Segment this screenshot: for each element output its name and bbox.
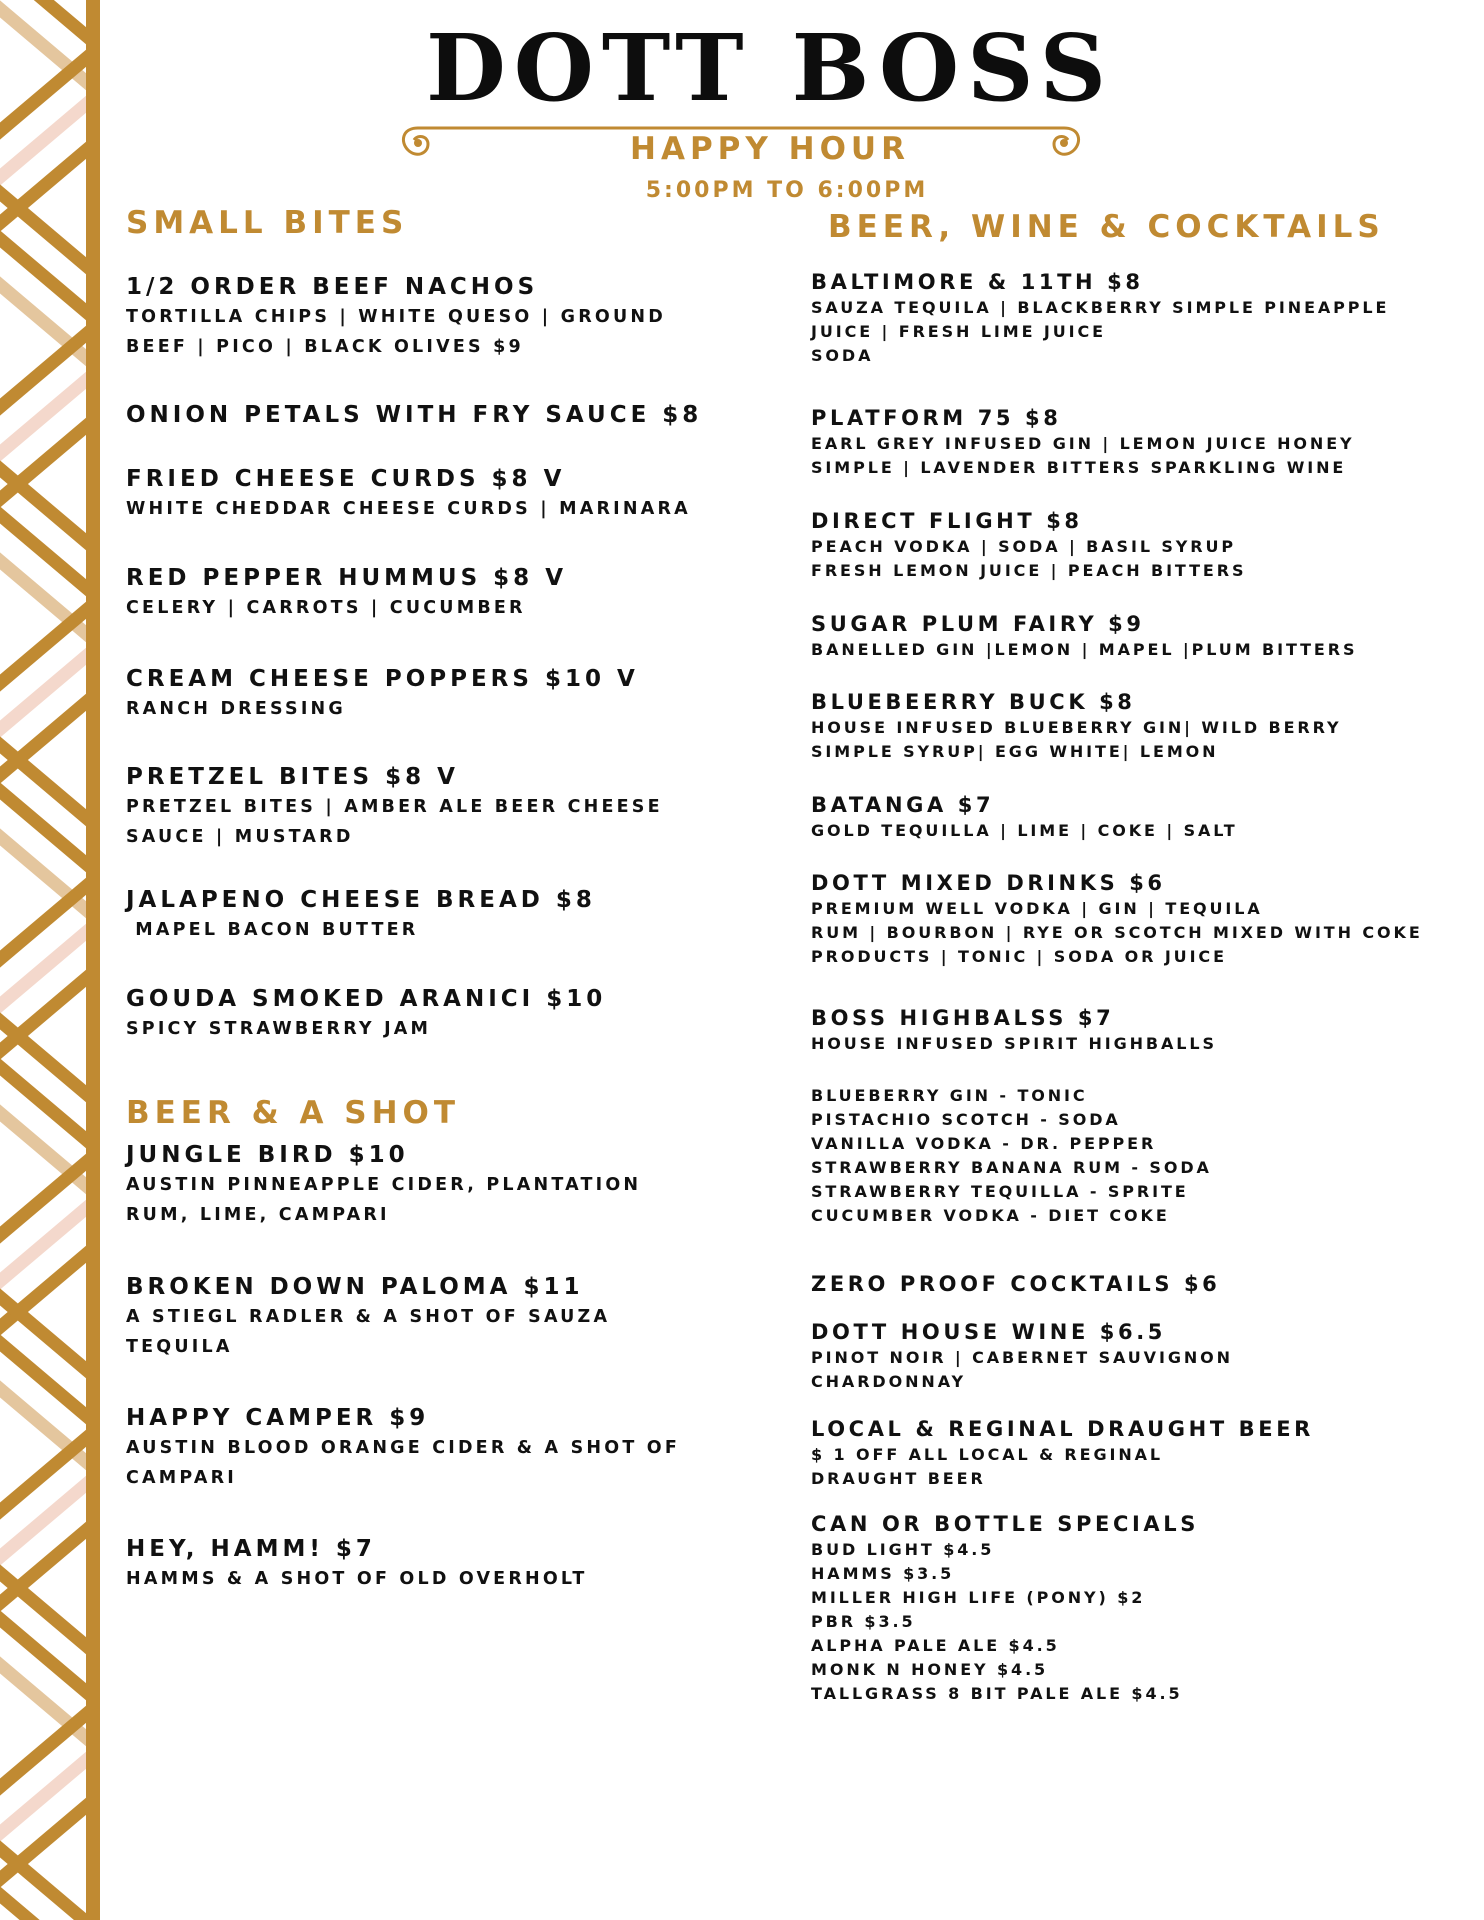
menu-item-name: DOTT HOUSE WINE $6.5 — [811, 1320, 1167, 1344]
description-line: PREMIUM WELL VODKA | GIN | TEQUILA — [811, 899, 1263, 919]
menu-item — [126, 762, 663, 853]
menu-item-description — [811, 1346, 1233, 1394]
menu-item-description — [811, 716, 1341, 764]
menu-item-name: LOCAL & REGINAL DRAUGHT BEER — [811, 1417, 1314, 1441]
menu-item-name: BALTIMORE & 11TH $8 — [811, 270, 1144, 294]
menu-item-name: RED PEPPER HUMMUS $8 V — [126, 565, 567, 591]
description-line: PBR $3.5 — [811, 1612, 916, 1632]
description-line: BLUEBERRY GIN - TONIC — [811, 1086, 1088, 1105]
menu-item-name: CREAM CHEESE POPPERS $10 V — [126, 666, 639, 692]
description-line: PISTACHIO SCOTCH - SODA — [811, 1110, 1121, 1129]
menu-item-name: BOSS HIGHBALSS $7 — [811, 1006, 1115, 1030]
menu-item — [811, 791, 1238, 843]
menu-item — [126, 984, 606, 1045]
description-line: EARL GREY INFUSED GIN | LEMON JUICE HONEY — [811, 434, 1355, 454]
border-stripe — [0, 682, 100, 792]
description-line: SAUZA TEQUILA | BLACKBERRY SIMPLE PINEAPPLE — [811, 298, 1390, 318]
menu-item — [811, 1318, 1233, 1394]
menu-item-name: HAPPY CAMPER $9 — [126, 1405, 430, 1431]
decorative-border-pattern — [0, 0, 100, 1920]
menu-item — [811, 1415, 1314, 1491]
description-line: AUSTIN BLOOD ORANGE CIDER & A SHOT OF — [126, 1438, 680, 1459]
menu-item-description — [811, 897, 1423, 969]
menu-item-description — [126, 793, 663, 853]
menu-item-description — [126, 1303, 610, 1363]
description-line: TORTILLA CHIPS | WHITE QUESO | GROUND — [126, 307, 666, 328]
description-line: GOLD TEQUILLA | LIME | COKE | SALT — [811, 821, 1238, 841]
menu-item-name: FRIED CHEESE CURDS $8 V — [126, 466, 566, 492]
description-line: SODA — [811, 346, 874, 366]
description-line: TEQUILA — [126, 1336, 233, 1357]
description-line: MAPEL BACON BUTTER — [126, 920, 419, 941]
description-line: BUD LIGHT $4.5 — [811, 1540, 995, 1560]
description-line: SIMPLE SYRUP| EGG WHITE| LEMON — [811, 742, 1219, 762]
description-line: CELERY | CARROTS | CUCUMBER — [126, 598, 526, 619]
description-line: JUICE | FRESH LIME JUICE — [811, 322, 1106, 342]
menu-item-name: SUGAR PLUM FAIRY $9 — [811, 612, 1145, 636]
menu-item-name: JUNGLE BIRD $10 — [126, 1142, 409, 1168]
menu-item — [126, 664, 639, 725]
border-stripe — [0, 1004, 100, 1114]
menu-item — [811, 1004, 1217, 1056]
description-line: CHARDONNAY — [811, 1372, 966, 1392]
description-line: HAMMS & A SHOT OF OLD OVERHOLT — [126, 1569, 588, 1590]
description-line: STRAWBERRY BANANA RUM - SODA — [811, 1158, 1212, 1177]
menu-item-description — [126, 495, 691, 525]
menu-item-name: 1/2 ORDER BEEF NACHOS — [126, 274, 539, 300]
description-line: RUM, LIME, CAMPARI — [126, 1204, 390, 1225]
description-line: PRODUCTS | TONIC | SODA OR JUICE — [811, 947, 1227, 967]
section-title-drinks: BEER, WINE & COCKTAILS — [828, 209, 1385, 245]
menu-item-name: PRETZEL BITES $8 V — [126, 764, 459, 790]
menu-item-name: BATANGA $7 — [811, 793, 995, 817]
menu-item-description — [811, 1032, 1217, 1056]
description-line: SPICY STRAWBERRY JAM — [126, 1019, 432, 1040]
menu-item — [126, 1403, 680, 1494]
menu-item — [126, 464, 691, 525]
menu-item-name: HEY, HAMM! $7 — [126, 1536, 376, 1562]
description-line: WHITE CHEDDAR CHEESE CURDS | MARINARA — [126, 499, 691, 520]
description-line: ALPHA PALE ALE $4.5 — [811, 1636, 1060, 1656]
description-line: TALLGRASS 8 BIT PALE ALE $4.5 — [811, 1684, 1183, 1704]
menu-item — [811, 1084, 1212, 1228]
border-stripe — [0, 1510, 100, 1620]
description-line: BEEF | PICO | BLACK OLIVES $9 — [126, 336, 524, 357]
menu-item — [126, 400, 702, 431]
menu-item — [811, 869, 1423, 969]
description-line: RANCH DRESSING — [126, 699, 346, 720]
description-line: STRAWBERRY TEQUILLA - SPRITE — [811, 1182, 1189, 1201]
menu-item-name: CAN OR BOTTLE SPECIALS — [811, 1512, 1199, 1536]
description-line: SIMPLE | LAVENDER BITTERS SPARKLING WINE — [811, 458, 1347, 478]
description-line: DRAUGHT BEER — [811, 1469, 986, 1489]
restaurant-title: DOTT BOSS — [425, 14, 1115, 122]
description-line: MONK N HONEY $4.5 — [811, 1660, 1049, 1680]
description-line: CUCUMBER VODKA - DIET COKE — [811, 1206, 1170, 1225]
description-line: SAUCE | MUSTARD — [126, 826, 354, 847]
menu-item-description — [126, 1565, 588, 1595]
description-line: HOUSE INFUSED BLUEBERRY GIN| WILD BERRY — [811, 718, 1342, 738]
description-line: BANELLED GIN |LEMON | MAPEL |PLUM BITTERS — [811, 640, 1358, 660]
menu-item-description — [811, 1084, 1212, 1228]
description-line: PINOT NOIR | CABERNET SAUVIGNON — [811, 1348, 1233, 1368]
description-line: PEACH VODKA | SODA | BASIL SYRUP — [811, 537, 1237, 557]
menu-item-description — [126, 1171, 641, 1231]
menu-item — [811, 268, 1389, 368]
menu-item-name: GOUDA SMOKED ARANICI $10 — [126, 986, 607, 1012]
menu-item — [811, 507, 1246, 583]
description-line: FRESH LEMON JUICE | PEACH BITTERS — [811, 561, 1247, 581]
menu-item-description — [811, 432, 1355, 480]
menu-item — [126, 885, 596, 946]
description-line: MILLER HIGH LIFE (PONY) $2 — [811, 1588, 1146, 1608]
description-line: AUSTIN PINNEAPPLE CIDER, PLANTATION — [126, 1175, 642, 1196]
menu-item-name: DIRECT FLIGHT $8 — [811, 509, 1083, 533]
description-line: HOUSE INFUSED SPIRIT HIGHBALLS — [811, 1034, 1217, 1054]
border-stripe — [0, 728, 100, 838]
menu-item-description — [811, 638, 1357, 662]
menu-item — [811, 1270, 1220, 1298]
menu-item — [811, 404, 1355, 480]
menu-item-description — [126, 1434, 680, 1494]
menu-item — [811, 1510, 1199, 1706]
border-stripe — [0, 452, 100, 562]
border-stripe — [0, 406, 100, 516]
menu-item-description — [811, 1443, 1314, 1491]
menu-item-name: JALAPENO CHEESE BREAD $8 — [126, 887, 596, 913]
description-line: HAMMS $3.5 — [811, 1564, 955, 1584]
description-line: A STIEGL RADLER & A SHOT OF SAUZA — [126, 1307, 611, 1328]
menu-item — [126, 1272, 610, 1363]
menu-item-name: BLUEBEERRY BUCK $8 — [811, 690, 1136, 714]
menu-item-description — [811, 1538, 1199, 1706]
menu-item-description — [811, 535, 1246, 583]
menu-item-description — [126, 695, 639, 725]
menu-item-name: ZERO PROOF COCKTAILS $6 — [811, 1272, 1221, 1296]
menu-item-name: PLATFORM 75 $8 — [811, 406, 1062, 430]
menu-item-description — [126, 303, 666, 363]
section-title-small-bites: SMALL BITES — [126, 205, 409, 241]
border-stripe — [0, 1786, 100, 1896]
menu-item-description — [126, 1015, 606, 1045]
happy-hour-time: 5:00PM TO 6:00PM — [645, 178, 929, 203]
menu-item-name: ONION PETALS WITH FRY SAUCE $8 — [126, 402, 703, 428]
section-title-beer-shot: BEER & A SHOT — [126, 1095, 461, 1131]
menu-item — [126, 1140, 641, 1231]
menu-item-description — [126, 594, 567, 624]
border-stripe — [0, 1280, 100, 1390]
border-stripe — [0, 958, 100, 1068]
menu-item — [811, 688, 1341, 764]
description-line: RUM | BOURBON | RYE OR SCOTCH MIXED WITH COKE — [811, 923, 1423, 943]
menu-item — [126, 1534, 588, 1595]
border-stripe — [0, 1556, 100, 1666]
description-line: VANILLA VODKA - DR. PEPPER — [811, 1134, 1157, 1153]
menu-item-description — [811, 819, 1238, 843]
menu-item-name: BROKEN DOWN PALOMA $11 — [126, 1274, 584, 1300]
description-line: CAMPARI — [126, 1467, 237, 1488]
description-line: $ 1 OFF ALL LOCAL & REGINAL — [811, 1445, 1164, 1465]
menu-item — [126, 563, 567, 624]
happy-hour-subtitle: HAPPY HOUR — [630, 131, 910, 167]
menu-item-name: DOTT MIXED DRINKS $6 — [811, 871, 1166, 895]
description-line: PRETZEL BITES | AMBER ALE BEER CHEESE — [126, 797, 663, 818]
menu-item — [126, 272, 666, 363]
menu-item-description — [126, 916, 596, 946]
menu-item — [811, 610, 1357, 662]
border-stripe — [0, 1234, 100, 1344]
menu-item-description — [811, 296, 1389, 368]
